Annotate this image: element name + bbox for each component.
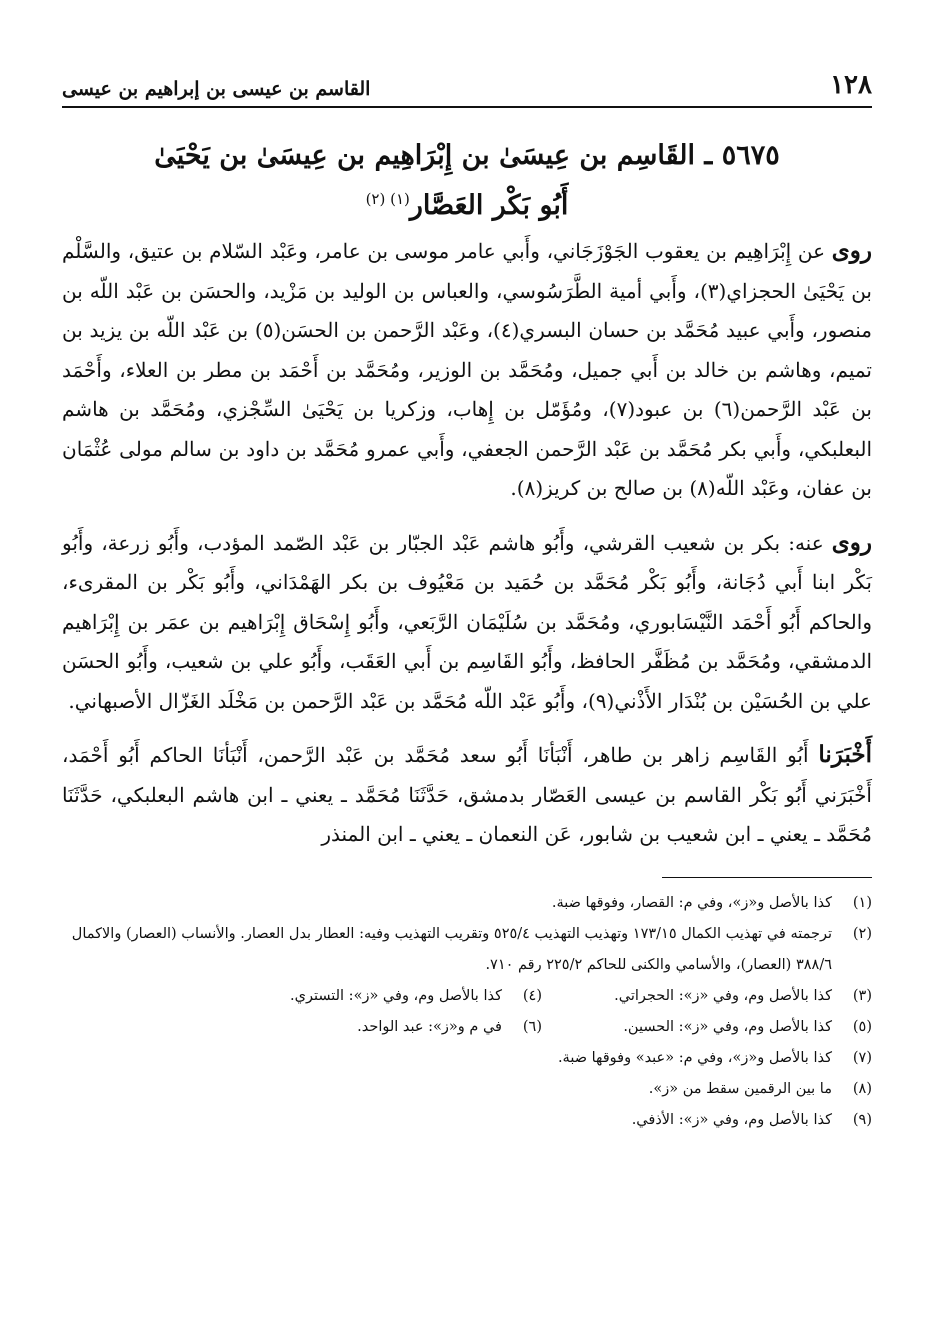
paragraph-text: أَبُو القَاسِم زاهر بن طاهر، أَنْبَأنَا أَبُو سعد مُحَمَّد بن عَبْد الرَّحمن، أَنْبَأنَا الحاكم أَبُو أَحْمَد، أَخْبَرَني أَبُو بَكْر القاسم بن عيسى العَصّار بدمشق، حَدَّثَنَا مُحَمَّد ـ يعني ـ ابن هاشم البعلبكي، حَدَّثَنَا مُحَمَّد ـ يعني ـ ابن شعيب بن شابور، عَن النعمان ـ يعني ـ ابن المنذر	[62, 743, 872, 846]
paragraph-isnad	[62, 735, 872, 855]
footnote-number: (٥)	[852, 1018, 872, 1035]
footnote-6	[212, 1012, 542, 1043]
footnote-text: كذا بالأصل و«ز»، وفي م: القصار، وفوقها ضبة.	[551, 894, 832, 911]
book-page	[62, 70, 872, 1136]
paragraph-lead-word: روى	[831, 528, 872, 556]
footnotes	[62, 888, 872, 1136]
entry-title	[62, 134, 872, 227]
footnote-7	[62, 1043, 872, 1074]
page-header	[62, 70, 872, 108]
footnote-text: كذا بالأصل و«ز»، وفي م: «عبد» وفوقها ضبة.	[557, 1049, 832, 1066]
entry-title-line2	[62, 178, 872, 227]
main-text	[62, 231, 872, 855]
footnote-row	[62, 981, 872, 1012]
entry-title-line1: ٥٦٧٥ ـ القَاسِم بن عِيسَىٰ بن إِبْرَاهِيم بن عِيسَىٰ بن يَحْيَىٰ	[154, 140, 780, 171]
running-title: القاسم بن عيسى بن إبراهيم بن عيسى	[62, 78, 371, 100]
footnote-8	[62, 1074, 872, 1105]
footnote-2	[62, 919, 872, 981]
footnote-number: (٣)	[852, 987, 872, 1004]
paragraph-narrated-from	[62, 231, 872, 509]
footnote-row	[62, 1012, 872, 1043]
footnote-number: (٤)	[522, 987, 542, 1004]
title-footnote-refs: (١) (٢)	[365, 190, 410, 208]
entry-kunya: أَبُو بَكْر العَصَّار	[409, 190, 569, 221]
footnote-9	[62, 1105, 872, 1136]
paragraph-text: عن إِبْرَاهِيم بن يعقوب الجَوْزَجَاني، وأَبي عامر موسى بن عامر، وعَبْد السّلام بن عتيق، والسَّلْم بن يَحْيَىٰ الحجزاي(٣)، وأَبي أمية الطَّرَسُوسي، والعباس بن الوليد بن مَزْيد، والحسَن بن عَبْد اللّه بن منصور، وأَبي عبيد مُحَمَّد بن حسان البسري(٤)، وعَبْد الرَّحمن بن الحسَن(٥) بن عَبْد اللّه بن يزيد بن تميم، وهاشم بن خالد بن أَبي جميل، ومُحَمَّد بن الوزير، ومُحَمَّد بن أَحْمَد بن مطر بن العلاء، وأَحْمَد بن عَبْد الرَّحمن(٦) بن عبود(٧)، ومُؤَمّل بن إِهاب، وزكريا بن يَحْيَىٰ السِّجْزي، ومُحَمَّد بن هاشم البعلبكي، وأَبي بكر مُحَمَّد بن عَبْد الرَّحمن الجعفي، وأَبي عمرو مُحَمَّد بن داود بن سالم مولى عُثْمَان بن عفان، وعَبْد اللّه(٨) بن صالح بن كريز(٨).	[62, 239, 872, 500]
footnote-text: كذا بالأصل وم، وفي «ز»: الحجراتي.	[614, 987, 832, 1004]
footnote-number: (١)	[852, 894, 872, 911]
page-number: ١٢٨	[830, 70, 872, 100]
footnote-number: (٨)	[852, 1080, 872, 1097]
footnote-text: ترجمته في تهذيب الكمال ١٧٣/١٥ وتهذيب التهذيب ٥٢٥/٤ وتقريب التهذيب وفيه: العطار بدل العصار. والأنساب (العصار) والاكمال ٣٨٨/٦ (العصار)، والأسامي والكنى للحاكم ٢٢٥/٢ رقم ٧١٠.	[71, 925, 832, 973]
paragraph-lead-word: أَخْبَرَنا	[818, 741, 873, 768]
footnote-text: كذا بالأصل وم، وفي «ز»: التستري.	[289, 987, 502, 1004]
footnote-divider	[662, 877, 872, 878]
footnote-1	[62, 888, 872, 919]
footnote-text: في م و«ز»: عبد الواحد.	[357, 1018, 502, 1035]
footnote-5	[542, 1012, 872, 1043]
footnote-number: (٦)	[522, 1018, 542, 1035]
footnote-text: ما بين الرقمين سقط من «ز».	[648, 1080, 832, 1097]
paragraph-narrators-from-him	[62, 523, 872, 722]
footnote-number: (٩)	[852, 1111, 872, 1128]
footnote-text: كذا بالأصل وم، وفي «ز»: الأذفي.	[631, 1111, 832, 1128]
footnote-3	[542, 981, 872, 1012]
paragraph-text: عنه: بكر بن شعيب القرشي، وأَبُو هاشم عَبْد الجبّار بن عَبْد الصّمد المؤدب، وأَبُو زرعة، وأَبُو بَكْر ابنا أَبي دُجَانة، وأَبُو بَكْر مُحَمَّد بن حُمَيد بن مَعْيُوف بن بكر الهَمْدَاني، وأَبُو بَكْر بن المقرىء، والحاكم أَبُو أَحْمَد النَّيْسَابوري، ومُحَمَّد بن سُلَيْمَان الرَّبَعي، وأَبُو إِسْحَاق إِبْرَاهيم بن عمَر بن إِبْرَاهيم الدمشقي، ومُحَمَّد بن مُظَفَّر الحافظ، وأَبُو القَاسِم بن أَبي العَقَب، وأَبُو علي بن شعيب، وأَبُو الحسَن علي بن الحُسَيْن بن بُنْدَار الأَذْني(٩)، وأَبُو عَبْد اللّه مُحَمَّد بن عَبْد الرَّحمن بن مَخْلَد الغَزّال الأصبهاني.	[62, 530, 872, 713]
footnote-4	[212, 981, 542, 1012]
footnote-text: كذا بالأصل وم، وفي «ز»: الحسين.	[623, 1018, 832, 1035]
footnote-number: (٢)	[852, 925, 872, 942]
paragraph-lead-word: روى	[831, 237, 873, 264]
footnote-number: (٧)	[852, 1049, 872, 1066]
